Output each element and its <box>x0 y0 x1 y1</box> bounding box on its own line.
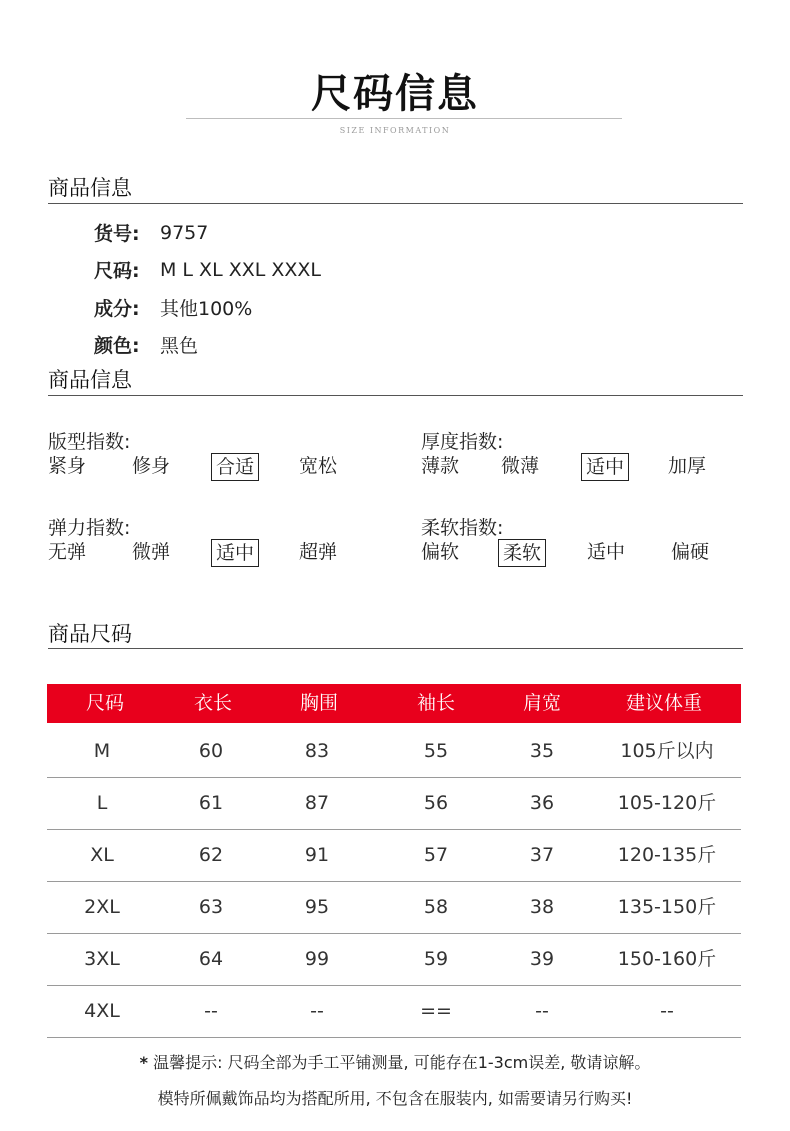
index-option: 紧身 <box>48 455 87 477</box>
page-subtitle: SIZE INFORMATION <box>339 126 451 135</box>
page-title: 尺码信息 <box>311 71 479 117</box>
index-option: 微弹 <box>132 541 171 563</box>
table-cell: 83 <box>304 740 330 762</box>
table-cell: 56 <box>423 792 449 814</box>
table-cell: -- <box>310 1000 324 1022</box>
index-label: 厚度指数: <box>421 431 504 453</box>
index-option: 超弹 <box>299 541 338 563</box>
table-cell: 38 <box>529 896 555 918</box>
table-cell: 35 <box>529 740 555 762</box>
index-option-selected: 适中 <box>211 539 259 567</box>
table-cell: 95 <box>304 896 330 918</box>
table-cell: 135-150斤 <box>617 896 717 918</box>
index-label: 弹力指数: <box>48 517 131 539</box>
table-cell: 37 <box>529 844 555 866</box>
table-row <box>47 986 741 1038</box>
table-row <box>47 882 741 934</box>
table-cell: 120-135斤 <box>617 844 717 866</box>
info-value: M L XL XXL XXXL <box>160 258 321 281</box>
table-cell: 62 <box>198 844 224 866</box>
note-star: * <box>139 1053 148 1072</box>
note-line-1 <box>0 1050 790 1073</box>
table-cell: 59 <box>423 948 449 970</box>
table-cell: 3XL <box>84 948 120 970</box>
section-title-size-table: 商品尺码 <box>48 622 132 646</box>
index-option: 偏软 <box>421 541 460 563</box>
section-title-indexes: 商品信息 <box>48 368 132 392</box>
index-option-selected: 适中 <box>581 453 629 481</box>
table-header <box>47 684 741 723</box>
table-cell: 61 <box>198 792 224 814</box>
table-cell: 36 <box>529 792 555 814</box>
table-cell: 2XL <box>84 896 120 918</box>
table-cell: 58 <box>423 896 449 918</box>
table-row <box>47 934 741 986</box>
table-cell: 87 <box>304 792 330 814</box>
info-key: 颜色: <box>94 335 140 357</box>
table-cell: XL <box>90 844 114 866</box>
title-divider <box>186 118 622 119</box>
info-row-item-no <box>94 219 208 246</box>
info-value: 黑色 <box>160 335 199 357</box>
index-option: 微薄 <box>501 455 540 477</box>
info-key: 尺码: <box>94 260 140 282</box>
table-cell: == <box>420 1000 452 1022</box>
info-row-color <box>94 331 198 358</box>
table-cell: 60 <box>198 740 224 762</box>
info-row-material <box>94 294 252 321</box>
index-label: 柔软指数: <box>421 517 504 539</box>
table-header-cell: 尺码 <box>85 692 124 714</box>
info-value: 其他100% <box>160 298 253 320</box>
info-key: 货号: <box>94 223 140 245</box>
info-key: 成分: <box>94 298 140 320</box>
section-divider <box>48 395 743 396</box>
table-cell: -- <box>535 1000 549 1022</box>
index-option: 薄款 <box>421 455 460 477</box>
table-cell: 57 <box>423 844 449 866</box>
table-cell: 39 <box>529 948 555 970</box>
index-option: 加厚 <box>668 455 707 477</box>
table-cell: M <box>93 740 111 762</box>
table-cell: -- <box>204 1000 218 1022</box>
index-option: 适中 <box>587 541 626 563</box>
index-label: 版型指数: <box>48 431 131 453</box>
table-cell: 99 <box>304 948 330 970</box>
table-cell: -- <box>660 1000 674 1022</box>
info-value: 9757 <box>160 221 209 244</box>
table-row <box>47 726 741 778</box>
table-header-cell: 建议体重 <box>625 692 702 714</box>
table-row <box>47 830 741 882</box>
note-text: 温馨提示: 尺码全部为手工平铺测量, 可能存在1-3cm误差, 敬请谅解。 <box>153 1053 651 1072</box>
table-cell: 105斤以内 <box>620 740 714 762</box>
table-header-cell: 胸围 <box>299 692 338 714</box>
note-line-2: 模特所佩戴饰品均为搭配所用, 不包含在服装内, 如需要请另行购买! <box>157 1089 633 1108</box>
table-header-cell: 衣长 <box>193 692 232 714</box>
table-cell: 64 <box>198 948 224 970</box>
index-option: 修身 <box>132 455 171 477</box>
table-cell: 4XL <box>84 1000 120 1022</box>
section-title-product-info: 商品信息 <box>48 176 132 200</box>
table-cell: L <box>96 792 108 814</box>
table-cell: 150-160斤 <box>617 948 717 970</box>
section-divider <box>48 648 743 649</box>
info-row-size <box>94 256 321 283</box>
index-option: 无弹 <box>48 541 87 563</box>
row-divider <box>47 1037 741 1038</box>
table-cell: 91 <box>304 844 330 866</box>
table-header-cell: 肩宽 <box>522 692 561 714</box>
index-option-selected: 柔软 <box>498 539 546 567</box>
table-row <box>47 778 741 830</box>
index-option: 宽松 <box>299 455 338 477</box>
table-cell: 63 <box>198 896 224 918</box>
table-header-cell: 袖长 <box>416 692 455 714</box>
table-cell: 105-120斤 <box>617 792 717 814</box>
index-option: 偏硬 <box>671 541 710 563</box>
section-divider <box>48 203 743 204</box>
table-cell: 55 <box>423 740 449 762</box>
index-option-selected: 合适 <box>211 453 259 481</box>
